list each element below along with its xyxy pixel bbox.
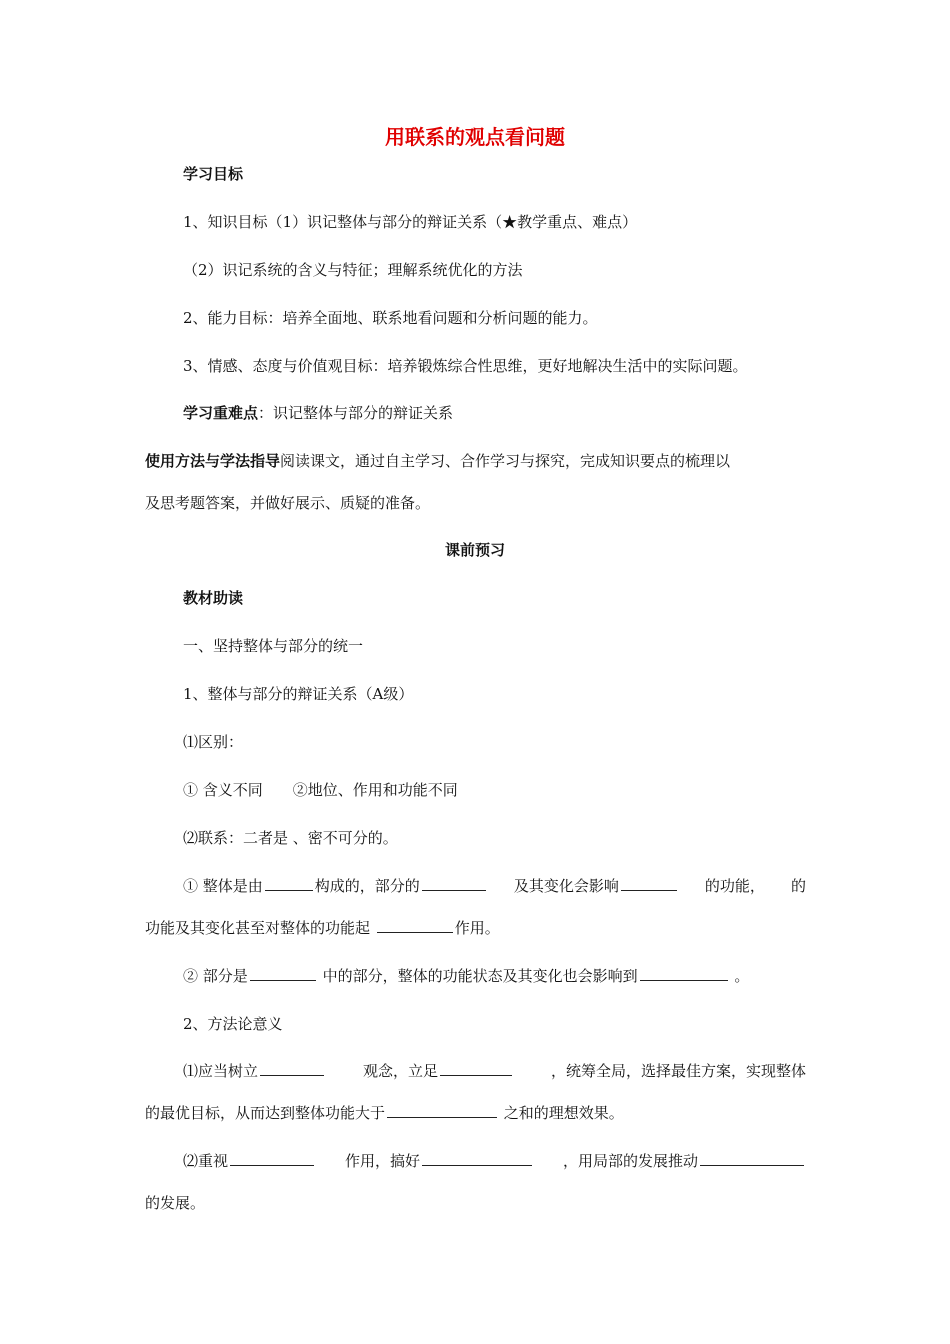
- m2-text-b: 作用，搞好: [344, 1152, 420, 1170]
- heading-preview: 课前预习: [444, 541, 505, 559]
- fill1-text-d: 的功能，: [704, 877, 765, 895]
- key-points-label: 学习重难点: [183, 404, 259, 422]
- blank-field[interactable]: [640, 966, 728, 981]
- m1-text-d: 的最优目标，从而达到整体功能大于: [145, 1104, 386, 1122]
- heading-textbook-reading: 教材助读: [183, 589, 244, 607]
- blank-field[interactable]: [440, 1061, 512, 1076]
- fill1-text-f: 功能及其变化甚至对整体的功能起: [145, 919, 371, 937]
- m1-text-c: ，统筹全局，选择最佳方案，实现整体: [550, 1062, 806, 1080]
- m1-text-e: 之和的理想效果。: [503, 1104, 624, 1122]
- goal-emotion: 3、情感、态度与价值观目标：培养锻炼综合性思维，更好地解决生活中的实际问题。: [183, 357, 748, 375]
- goal-ability: 2、能力目标：培养全面地、联系地看问题和分析问题的能力。: [183, 309, 598, 327]
- method-guide-label: 使用方法与学法指导: [145, 452, 281, 470]
- method-1-line-1: [183, 1061, 806, 1081]
- key-points-text: ：识记整体与部分的辩证关系: [258, 404, 454, 422]
- method-1-line-2: [145, 1103, 624, 1123]
- m2-text-a: ⑵重视: [183, 1152, 229, 1170]
- section-1-title: 一、坚持整体与部分的统一: [183, 637, 364, 655]
- blank-field[interactable]: [621, 876, 677, 891]
- fill-in-1-line-2: [145, 918, 500, 938]
- difference-heading: ⑴区别：: [183, 733, 244, 751]
- blank-field[interactable]: [377, 918, 453, 933]
- blank-field[interactable]: [422, 1151, 532, 1166]
- fill-in-2: [183, 966, 749, 986]
- m2-text-c: ，用局部的发展推动: [562, 1152, 698, 1170]
- method-2-line-2: 的发展。: [145, 1194, 206, 1212]
- section-1-1-title: 1、整体与部分的辩证关系（A级）: [183, 685, 414, 703]
- fill1-text-e: 的: [790, 877, 806, 895]
- difference-items: ① 含义不同 ②地位、作用和功能不同: [183, 781, 458, 799]
- fill2-text-c: 。: [734, 967, 750, 985]
- blank-field[interactable]: [387, 1103, 497, 1118]
- fill1-text-b: 构成的，部分的: [314, 877, 420, 895]
- method-guide-text-2: 及思考题答案，并做好展示、质疑的准备。: [145, 494, 431, 512]
- blank-field[interactable]: [700, 1151, 804, 1166]
- method-2-line-1: [183, 1151, 806, 1171]
- fill2-text-b: 中的部分，整体的功能状态及其变化也会影响到: [322, 967, 638, 985]
- blank-field[interactable]: [265, 876, 313, 891]
- fill1-text-c: 及其变化会影响: [513, 877, 619, 895]
- m1-text-b: 观念，立足: [362, 1062, 438, 1080]
- method-guide-text-1: 阅读课文，通过自主学习、合作学习与探究，完成知识要点的梳理以: [280, 452, 731, 470]
- fill-in-1-line-1: [183, 876, 806, 896]
- heading-learning-goals: 学习目标: [183, 165, 244, 183]
- method-guide-line-1: [145, 451, 806, 471]
- blank-field[interactable]: [230, 1151, 314, 1166]
- m1-text-a: ⑴应当树立: [183, 1062, 259, 1080]
- page-title: 用联系的观点看问题: [385, 125, 565, 149]
- blank-field[interactable]: [422, 876, 486, 891]
- goal-knowledge-2: （2）识记系统的含义与特征；理解系统优化的方法: [183, 261, 523, 279]
- section-2-title: 2、方法论意义: [183, 1015, 283, 1033]
- key-points: [183, 403, 453, 423]
- connection-line: ⑵联系：二者是 、密不可分的。: [183, 829, 398, 847]
- fill1-text-a: ① 整体是由: [183, 877, 263, 895]
- blank-field[interactable]: [250, 966, 316, 981]
- fill2-text-a: ② 部分是: [183, 967, 248, 985]
- blank-field[interactable]: [260, 1061, 324, 1076]
- goal-knowledge: 1、知识目标（1）识记整体与部分的辩证关系（★教学重点、难点）: [183, 213, 638, 231]
- fill1-text-g: 作用。: [454, 919, 500, 937]
